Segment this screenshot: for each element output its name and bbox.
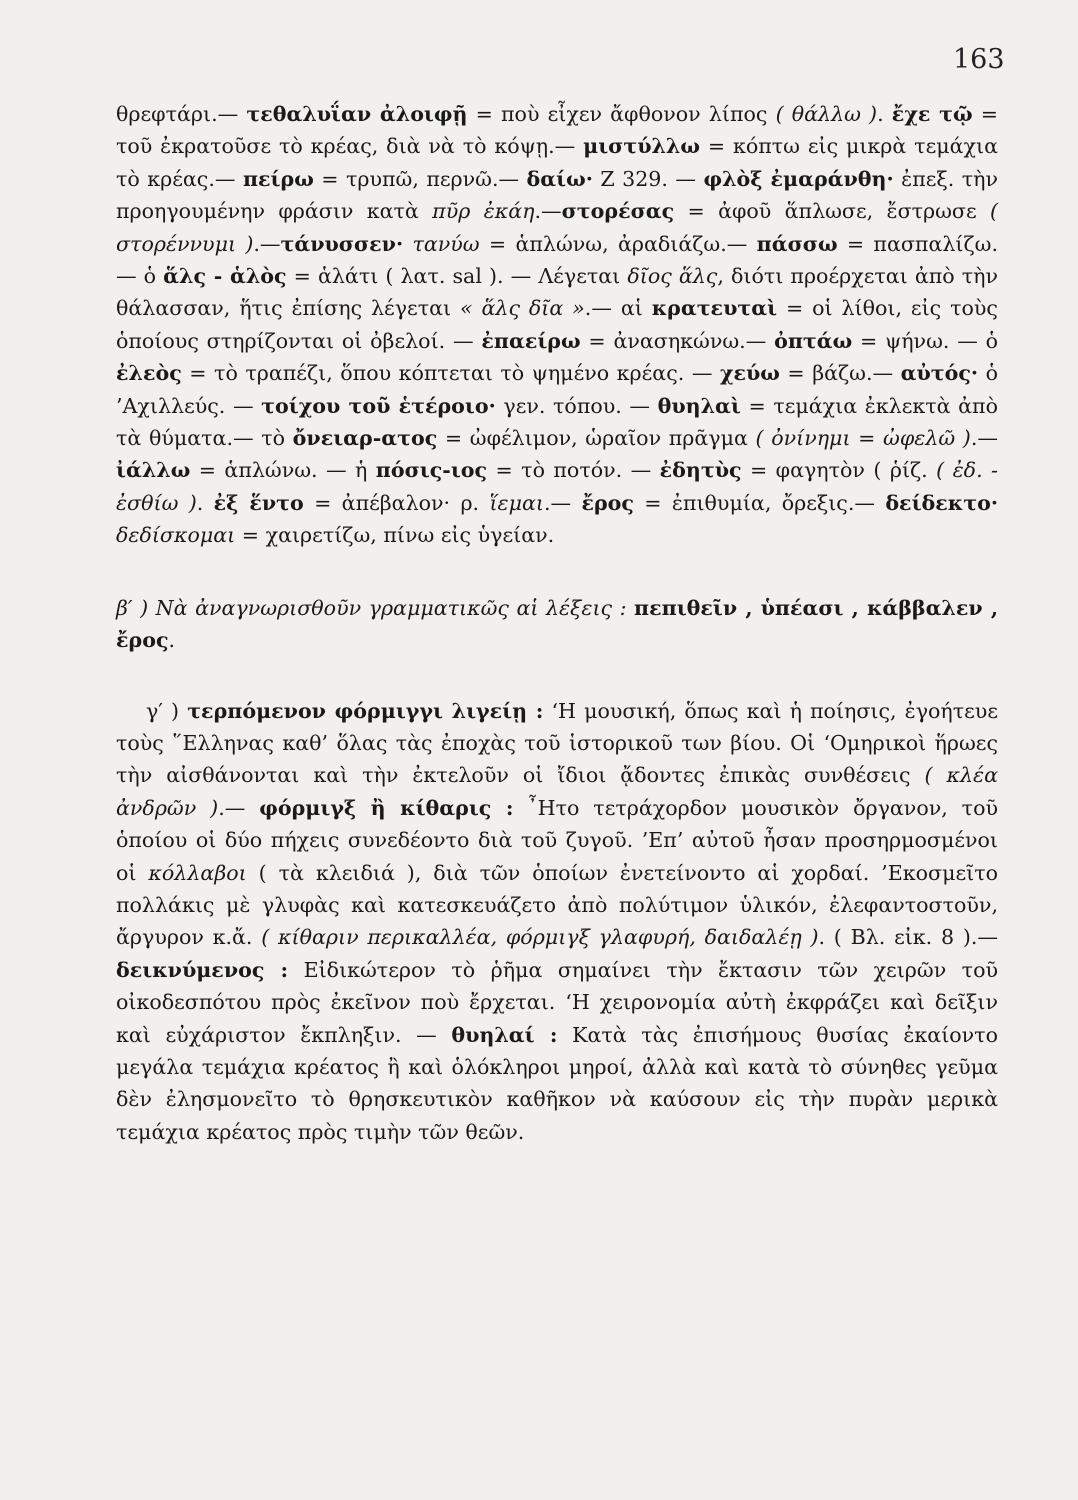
text-run: = τὸ ποτόν. — bbox=[487, 458, 660, 483]
section-b-paragraph bbox=[116, 592, 998, 657]
text-run: = βάζω.— bbox=[779, 361, 901, 386]
text-run: = ἐπιθυμία, ὄρεξις.— bbox=[633, 490, 886, 515]
text-run: = τρυπῶ, περνῶ.— bbox=[313, 166, 527, 191]
text-run: = κόπτω εἰς μικρὰ τεμάχια τὸ κρέας.— bbox=[116, 134, 998, 191]
text-run: .— bbox=[534, 199, 562, 224]
text-run: = ὠφέλιμον, ὡραῖον πρᾶγμα bbox=[437, 426, 756, 451]
glossary-term: πεπιθεῖν , ὑπέασι , κάββαλεν , ἔρος bbox=[116, 595, 999, 653]
italic-phrase: ( θάλλω ) bbox=[775, 102, 878, 126]
italic-phrase: πῦρ ἐκάη bbox=[432, 199, 535, 224]
glossary-term: κρατευταὶ bbox=[651, 296, 778, 321]
glossary-term: αὐτός· bbox=[900, 361, 979, 386]
glossary-term: ἰάλλω bbox=[116, 458, 191, 483]
text-run: = ἁλάτι ( λατ. sal ). — Λέγεται bbox=[286, 264, 628, 289]
text-run: .— αἱ bbox=[584, 296, 652, 321]
glossary-term: δαίω· bbox=[526, 166, 593, 191]
glossary-term: ἔρος bbox=[581, 490, 634, 515]
commentary-text bbox=[116, 98, 998, 1148]
text-run: = οἱ λίθοι, εἰς τοὺς ὁποίους στηρίζονται οἱ ὀβελοί. — bbox=[116, 296, 998, 353]
glossary-term: θυηλαὶ bbox=[657, 393, 741, 418]
text-run: γεν. τόπου. — bbox=[495, 393, 658, 418]
glossary-term: χεύω bbox=[719, 361, 780, 386]
text-run: ὁ ’Αχιλλεύς. — bbox=[116, 361, 998, 418]
glossary-term: τοίχου τοῦ ἑτέροιο· bbox=[261, 393, 496, 418]
glossary-term: ἐλεὸς bbox=[116, 361, 182, 386]
glossary-term: τερπόμενον φόρμιγγι λιγείῃ : bbox=[187, 698, 544, 723]
text-run: = ψήνω. — ὁ bbox=[852, 328, 998, 353]
text-run: . bbox=[196, 490, 214, 515]
glossary-term: φλὸξ ἐμαράνθη· bbox=[703, 166, 894, 191]
italic-phrase: δεδίσκομαι bbox=[116, 523, 236, 548]
text-run: ( τὰ κλειδιά ), διὰ τῶν ὁποίων ἐνετείνοντο αἱ χορδαί. ’Εκοσμεῖτο πολλάκις μὲ γλυφὰς καὶ κατεσκευάζετο ἀπὸ πολύτιμον ὑλικόν, ἐλεφαντοστοῦν, ἄργυρον κ.ἄ. bbox=[116, 860, 998, 950]
glossary-term: τάνυσσεν· bbox=[280, 231, 404, 256]
page-number: 163 bbox=[953, 44, 1005, 75]
italic-phrase: ( ὀνίνημι = ὠφελῶ ) bbox=[755, 426, 971, 451]
glossary-term: ἔχε τῷ bbox=[891, 102, 973, 126]
text-run: = τεμάχια ἐκλεκτὰ ἀπὸ τὰ θύματα.— τὸ bbox=[116, 393, 998, 451]
text-run: Κατὰ τὰς ἐπισήμους θυσίας ἐκαίοντο μεγάλα τεμάχια κρέατος ἢ καὶ ὁλόκληροι μηροί, ἀλλὰ καὶ κατὰ τὸ σύνηθες γεῦμα δὲν ἐλησμονεῖτο τὸ θρησκευτικὸν καθῆκον νὰ καύσουν εἰς τὴν πυρὰν μερικὰ τεμάχια κρέατος πρὸς τιμὴν τῶν θεῶν. bbox=[116, 1022, 998, 1144]
text-run bbox=[627, 596, 635, 620]
text-run: = ποὺ εἶχεν ἄφθονον λίπος bbox=[467, 102, 776, 126]
glossary-term: θυηλαί : bbox=[451, 1022, 558, 1047]
text-run: , διότι προέρχεται ἀπὸ τὴν θάλασσαν, ἥτις ἐπίσης λέγεται bbox=[116, 264, 999, 321]
glossary-term: πείρω bbox=[242, 166, 314, 191]
glossary-term: ἐξ ἕντο bbox=[213, 490, 304, 515]
glossary-term: δεικνύμενος : bbox=[116, 957, 289, 982]
glossary-term: φόρμιγξ ἢ κίθαρις : bbox=[259, 795, 514, 820]
text-run: = ἀπέβαλον· ρ. bbox=[303, 490, 490, 515]
text-run: . bbox=[168, 628, 176, 653]
glossary-term: ἅλς - ἁλὸς bbox=[163, 264, 287, 289]
glossary-term: ὄνειαρ-ατος bbox=[292, 426, 438, 451]
text-run: = πασπαλίζω. — ὁ bbox=[116, 231, 999, 289]
text-run: . ( Βλ. εἰκ. 8 ).— bbox=[818, 925, 998, 950]
text-run: Εἰδικώτερον τὸ ῥῆμα σημαίνει τὴν ἔκτασιν τῶν χειρῶν τοῦ οἰκοδεσπότου πρὸς ἐκεῖνον ποὺ ἔρχεται. ‘Η χειρονομία αὐτὴ ἐκφράζει καὶ δεῖξιν καὶ εὐχάριστον ἔκπληξιν. — bbox=[116, 957, 998, 1047]
italic-phrase: ( κίθαριν περικαλλέα, φόρμιγξ γλαφυρή, δαιδαλέῃ ) bbox=[261, 925, 819, 950]
text-run: .— bbox=[218, 795, 260, 820]
glossary-term: δείδεκτο· bbox=[885, 490, 998, 515]
glossary-term: πάσσω bbox=[756, 231, 838, 256]
text-run: = ἁπλώνω. — ἡ bbox=[190, 458, 376, 483]
text-run: .— bbox=[543, 490, 582, 515]
glossary-term: ἐδητὺς bbox=[659, 458, 742, 483]
section-c-paragraph bbox=[116, 695, 998, 1149]
text-run: ῏Ητο τετράχορδον μουσικὸν ὄργανον, τοῦ ὁποίου οἱ δύο πήχεις συνεδέοντο διὰ τοῦ ζυγοῦ. ’Επ’ αὐτοῦ ἦσαν προσηρμοσμένοι οἱ bbox=[116, 795, 998, 885]
text-run: θρεφτάρι.— bbox=[116, 102, 247, 126]
italic-phrase: ( στορέννυμι ) bbox=[116, 199, 999, 256]
text-run: γ′ ) bbox=[146, 698, 188, 723]
glossary-term: μιστύλλω bbox=[583, 134, 700, 159]
glossary-term: τεθαλυΐαν ἀλοιφῇ bbox=[246, 102, 468, 126]
glossary-term: στορέσας bbox=[561, 199, 675, 224]
text-run: = ἀφοῦ ἅπλωσε, ἔστρωσε bbox=[674, 199, 990, 224]
glossary-term: πόσις-ιος bbox=[375, 458, 488, 483]
italic-phrase: ( ἐδ. - ἐσθίω ) bbox=[116, 458, 998, 515]
text-run: = χαιρετίζω, πίνω εἰς ὑγείαν. bbox=[235, 523, 555, 548]
italic-phrase: ἵεμαι bbox=[489, 490, 544, 515]
text-run: = τοῦ ἐκρατοῦσε τὸ κρέας, διὰ νὰ τὸ κόψῃ.— bbox=[116, 102, 998, 159]
italic-phrase: « ἅλς δῖα » bbox=[459, 296, 585, 321]
text-run: = φαγητὸν ( ῥίζ. bbox=[741, 458, 937, 483]
text-run: = ἀνασηκώνω.— bbox=[580, 328, 775, 353]
glossary-term: ὀπτάω bbox=[774, 328, 853, 353]
text-run: ἐπεξ. τὴν προηγουμένην φράσιν κατὰ bbox=[116, 166, 998, 224]
text-run: ‘Η μουσική, ὅπως καὶ ἡ ποίησις, ἐγοήτευε τοὺς ῞Ελληνας καθ’ ὅλας τὰς ἐποχὰς τοῦ ἱστορικοῦ των βίου. Οἱ ‘Ομηρικοὶ ἥρωες τὴν αἰσθάνονται καὶ τὴν ἐκτελοῦν οἱ ἴδιοι ᾄδοντες ἐπικὰς συνθέσεις bbox=[116, 698, 998, 788]
text-run: . bbox=[877, 102, 892, 126]
text-run: Ζ 329. — bbox=[592, 166, 704, 191]
italic-phrase: τανύω bbox=[412, 231, 480, 256]
text-run: .— bbox=[253, 231, 281, 256]
italic-phrase: κόλλαβοι bbox=[148, 860, 247, 885]
italic-phrase: ( κλέα ἀνδρῶν ) bbox=[116, 763, 998, 820]
glossary-term: ἐπαείρω bbox=[481, 328, 581, 353]
italic-phrase: δῖος ἅλς bbox=[627, 264, 718, 289]
text-run: = τὸ τραπέζι, ὅπου κόπτεται τὸ ψημένο κρέας. — bbox=[181, 361, 720, 386]
glossary-paragraph bbox=[116, 98, 998, 552]
italic-phrase: β′ ) Νὰ ἀναγνωρισθοῦν γραμματικῶς αἱ λέξεις : bbox=[116, 595, 627, 620]
text-run: .— bbox=[970, 426, 998, 451]
text-run: = ἁπλώνω, ἀραδιάζω.— bbox=[479, 231, 757, 256]
